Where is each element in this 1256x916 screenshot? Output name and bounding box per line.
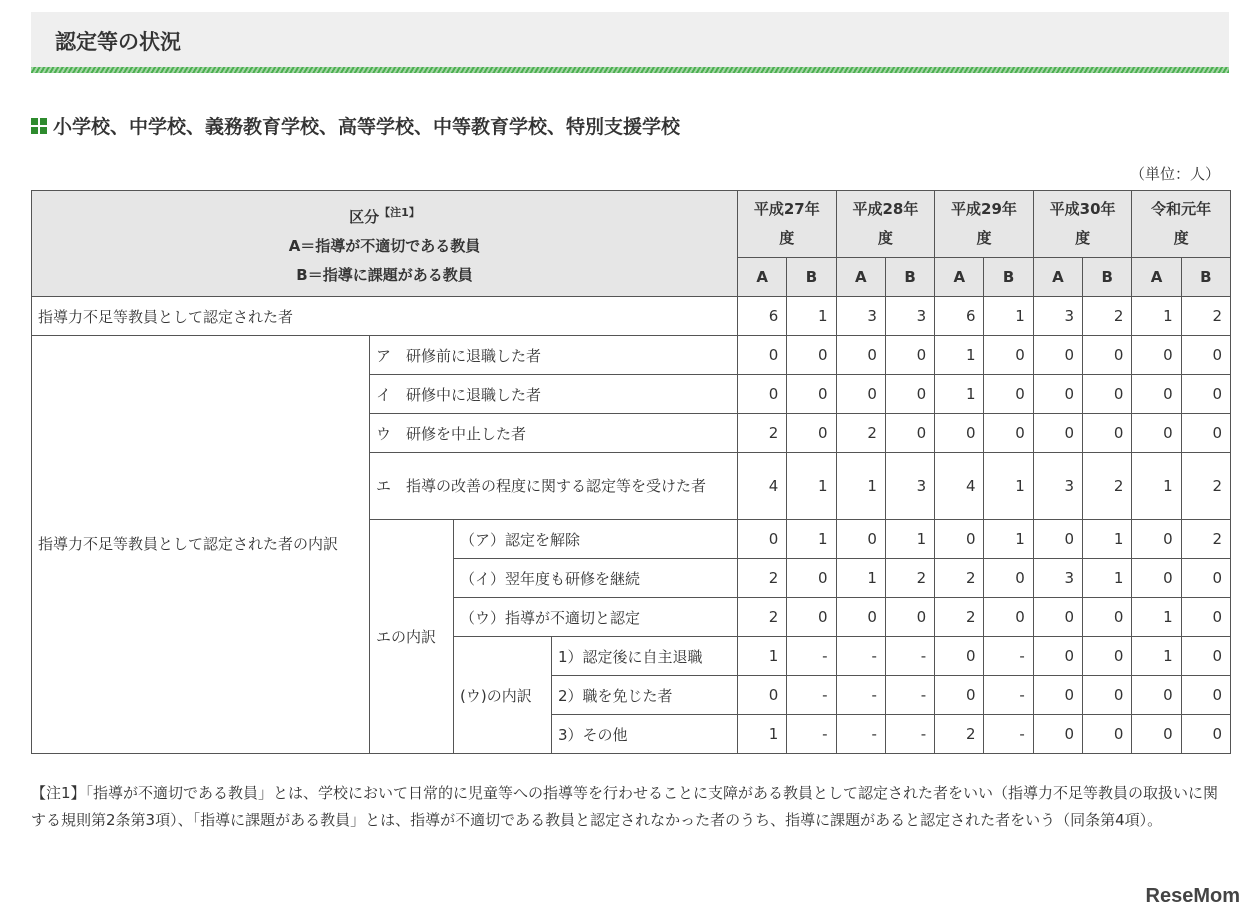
value-cell: 0 <box>1181 559 1230 598</box>
value-cell: 2 <box>1181 297 1230 336</box>
value-cell: 0 <box>787 336 836 375</box>
value-cell: 2 <box>935 559 984 598</box>
table-header-row <box>32 191 1231 258</box>
category-label: 区分 <box>349 207 380 226</box>
value-cell: 1 <box>984 453 1033 520</box>
value-cell: 0 <box>984 414 1033 453</box>
value-cell: 0 <box>885 336 934 375</box>
year-header: 平成28年度 <box>836 191 935 258</box>
value-cell: 1 <box>787 297 836 336</box>
ab-header: B <box>984 258 1033 297</box>
value-cell: 0 <box>1181 375 1230 414</box>
section-heading <box>31 112 680 139</box>
year-header: 平成29年度 <box>935 191 1034 258</box>
value-cell: 0 <box>787 598 836 637</box>
value-cell: 0 <box>1132 676 1181 715</box>
value-cell: 0 <box>1181 715 1230 754</box>
table-row <box>32 297 1231 336</box>
value-cell: - <box>836 715 885 754</box>
value-cell: 0 <box>836 598 885 637</box>
value-cell: 2 <box>738 598 787 637</box>
ab-header: A <box>1033 258 1082 297</box>
row-label: イ 研修中に退職した者 <box>370 375 738 414</box>
value-cell: 1 <box>935 336 984 375</box>
value-cell: 3 <box>885 453 934 520</box>
value-cell: 1 <box>984 520 1033 559</box>
value-cell: 0 <box>885 414 934 453</box>
value-cell: 0 <box>1083 637 1132 676</box>
value-cell: 0 <box>935 520 984 559</box>
value-cell: 0 <box>1033 598 1082 637</box>
value-cell: 0 <box>984 336 1033 375</box>
ab-header: A <box>836 258 885 297</box>
category-header <box>32 191 738 297</box>
value-cell: 1 <box>885 520 934 559</box>
value-cell: 0 <box>1033 520 1082 559</box>
value-cell: 0 <box>1132 375 1181 414</box>
value-cell: - <box>984 676 1033 715</box>
value-cell: 1 <box>738 637 787 676</box>
value-cell: 0 <box>1132 715 1181 754</box>
value-cell: 1 <box>836 559 885 598</box>
value-cell: 0 <box>836 520 885 559</box>
legend-b: B＝指導に課題がある教員 <box>296 265 473 284</box>
value-cell: 0 <box>1181 414 1230 453</box>
value-cell: - <box>984 637 1033 676</box>
table-row <box>32 336 1231 375</box>
value-cell: - <box>787 637 836 676</box>
value-cell: - <box>885 715 934 754</box>
year-header: 平成30年度 <box>1033 191 1132 258</box>
value-cell: 0 <box>836 336 885 375</box>
value-cell: 1 <box>1132 598 1181 637</box>
value-cell: 2 <box>885 559 934 598</box>
ab-header: B <box>787 258 836 297</box>
square-bullet-icon <box>31 118 47 134</box>
row-label: （ア）認定を解除 <box>454 520 738 559</box>
year-header: 令和元年度 <box>1132 191 1231 258</box>
value-cell: 3 <box>1033 297 1082 336</box>
value-cell: 2 <box>1181 453 1230 520</box>
value-cell: 3 <box>836 297 885 336</box>
value-cell: 0 <box>935 676 984 715</box>
value-cell: 3 <box>1033 453 1082 520</box>
ab-header: A <box>738 258 787 297</box>
value-cell: 0 <box>885 598 934 637</box>
value-cell: 1 <box>787 453 836 520</box>
ab-header: B <box>885 258 934 297</box>
value-cell: 0 <box>885 375 934 414</box>
value-cell: 2 <box>836 414 885 453</box>
value-cell: 0 <box>1132 559 1181 598</box>
row-label: ウ 研修を中止した者 <box>370 414 738 453</box>
value-cell: 4 <box>738 453 787 520</box>
value-cell: 1 <box>738 715 787 754</box>
group-label: (ウ)の内訳 <box>454 637 552 754</box>
certification-table <box>31 190 1231 754</box>
value-cell: 1 <box>1132 637 1181 676</box>
row-label: 指導力不足等教員として認定された者 <box>32 297 738 336</box>
value-cell: 0 <box>1033 637 1082 676</box>
value-cell: 1 <box>1083 559 1132 598</box>
ab-header: A <box>935 258 984 297</box>
page-title: 認定等の状況 <box>55 30 181 54</box>
value-cell: 2 <box>1083 453 1132 520</box>
value-cell: 0 <box>935 637 984 676</box>
value-cell: - <box>885 637 934 676</box>
value-cell: 6 <box>935 297 984 336</box>
note-ref: 【注1】 <box>379 205 420 219</box>
value-cell: - <box>984 715 1033 754</box>
value-cell: 0 <box>738 375 787 414</box>
value-cell: 0 <box>1033 375 1082 414</box>
value-cell: 0 <box>1033 676 1082 715</box>
value-cell: 1 <box>836 453 885 520</box>
header-stripe-divider <box>31 67 1229 73</box>
value-cell: 1 <box>1132 297 1181 336</box>
value-cell: 2 <box>738 559 787 598</box>
value-cell: 0 <box>738 676 787 715</box>
value-cell: 0 <box>1132 414 1181 453</box>
legend-a: A＝指導が不適切である教員 <box>288 236 481 255</box>
value-cell: 0 <box>787 559 836 598</box>
value-cell: 0 <box>738 336 787 375</box>
value-cell: - <box>885 676 934 715</box>
value-cell: 0 <box>1181 637 1230 676</box>
value-cell: 6 <box>738 297 787 336</box>
value-cell: 1 <box>1083 520 1132 559</box>
value-cell: 0 <box>1033 715 1082 754</box>
value-cell: 0 <box>787 375 836 414</box>
value-cell: - <box>787 676 836 715</box>
value-cell: 0 <box>935 414 984 453</box>
value-cell: 0 <box>787 414 836 453</box>
value-cell: 0 <box>738 520 787 559</box>
value-cell: 0 <box>1083 676 1132 715</box>
ab-header: B <box>1181 258 1230 297</box>
row-label: 3）その他 <box>552 715 738 754</box>
value-cell: 1 <box>984 297 1033 336</box>
value-cell: 0 <box>1132 520 1181 559</box>
year-header: 平成27年度 <box>738 191 837 258</box>
group-label: 指導力不足等教員として認定された者の内訳 <box>32 336 370 754</box>
value-cell: 0 <box>984 598 1033 637</box>
value-cell: 0 <box>1083 598 1132 637</box>
value-cell: 0 <box>1132 336 1181 375</box>
ab-header: B <box>1083 258 1132 297</box>
row-label: （イ）翌年度も研修を継続 <box>454 559 738 598</box>
page-header <box>31 12 1229 67</box>
value-cell: 3 <box>1033 559 1082 598</box>
value-cell: 0 <box>1181 336 1230 375</box>
value-cell: 0 <box>1181 598 1230 637</box>
value-cell: 2 <box>935 715 984 754</box>
value-cell: 0 <box>1083 715 1132 754</box>
value-cell: 1 <box>935 375 984 414</box>
value-cell: 1 <box>1132 453 1181 520</box>
unit-label: （単位：人） <box>1129 165 1220 183</box>
row-label: ア 研修前に退職した者 <box>370 336 738 375</box>
value-cell: 2 <box>1181 520 1230 559</box>
value-cell: 0 <box>984 375 1033 414</box>
row-label: 1）認定後に自主退職 <box>552 637 738 676</box>
resemom-logo: ReseMom <box>1145 885 1240 907</box>
row-label: （ウ）指導が不適切と認定 <box>454 598 738 637</box>
section-title: 小学校、中学校、義務教育学校、高等学校、中等教育学校、特別支援学校 <box>53 116 681 138</box>
value-cell: 2 <box>738 414 787 453</box>
value-cell: 2 <box>935 598 984 637</box>
row-label: 2）職を免じた者 <box>552 676 738 715</box>
value-cell: - <box>836 676 885 715</box>
footnote: 【注1】「指導が不適切である教員」とは、学校において日常的に児童等への指導等を行わせることに支障がある教員として認定された者をいい（指導力不足等教員の取扱いに関する規則第2条第3項）、「指導に課題がある教員」とは、指導が不適切である教員と認定されなかった者のうち、指導に課題があると認定された者をいう（同条第4項）。 <box>31 784 1219 829</box>
value-cell: 4 <box>935 453 984 520</box>
value-cell: 0 <box>1033 336 1082 375</box>
ab-header: A <box>1132 258 1181 297</box>
value-cell: 0 <box>1083 375 1132 414</box>
row-label: エ 指導の改善の程度に関する認定等を受けた者 <box>370 453 738 520</box>
value-cell: 0 <box>836 375 885 414</box>
group-label: エの内訳 <box>370 520 454 754</box>
value-cell: 0 <box>1083 336 1132 375</box>
value-cell: 0 <box>1083 414 1132 453</box>
value-cell: 0 <box>984 559 1033 598</box>
value-cell: 0 <box>1033 414 1082 453</box>
value-cell: 3 <box>885 297 934 336</box>
value-cell: 0 <box>1181 676 1230 715</box>
value-cell: 2 <box>1083 297 1132 336</box>
value-cell: - <box>787 715 836 754</box>
value-cell: - <box>836 637 885 676</box>
value-cell: 1 <box>787 520 836 559</box>
